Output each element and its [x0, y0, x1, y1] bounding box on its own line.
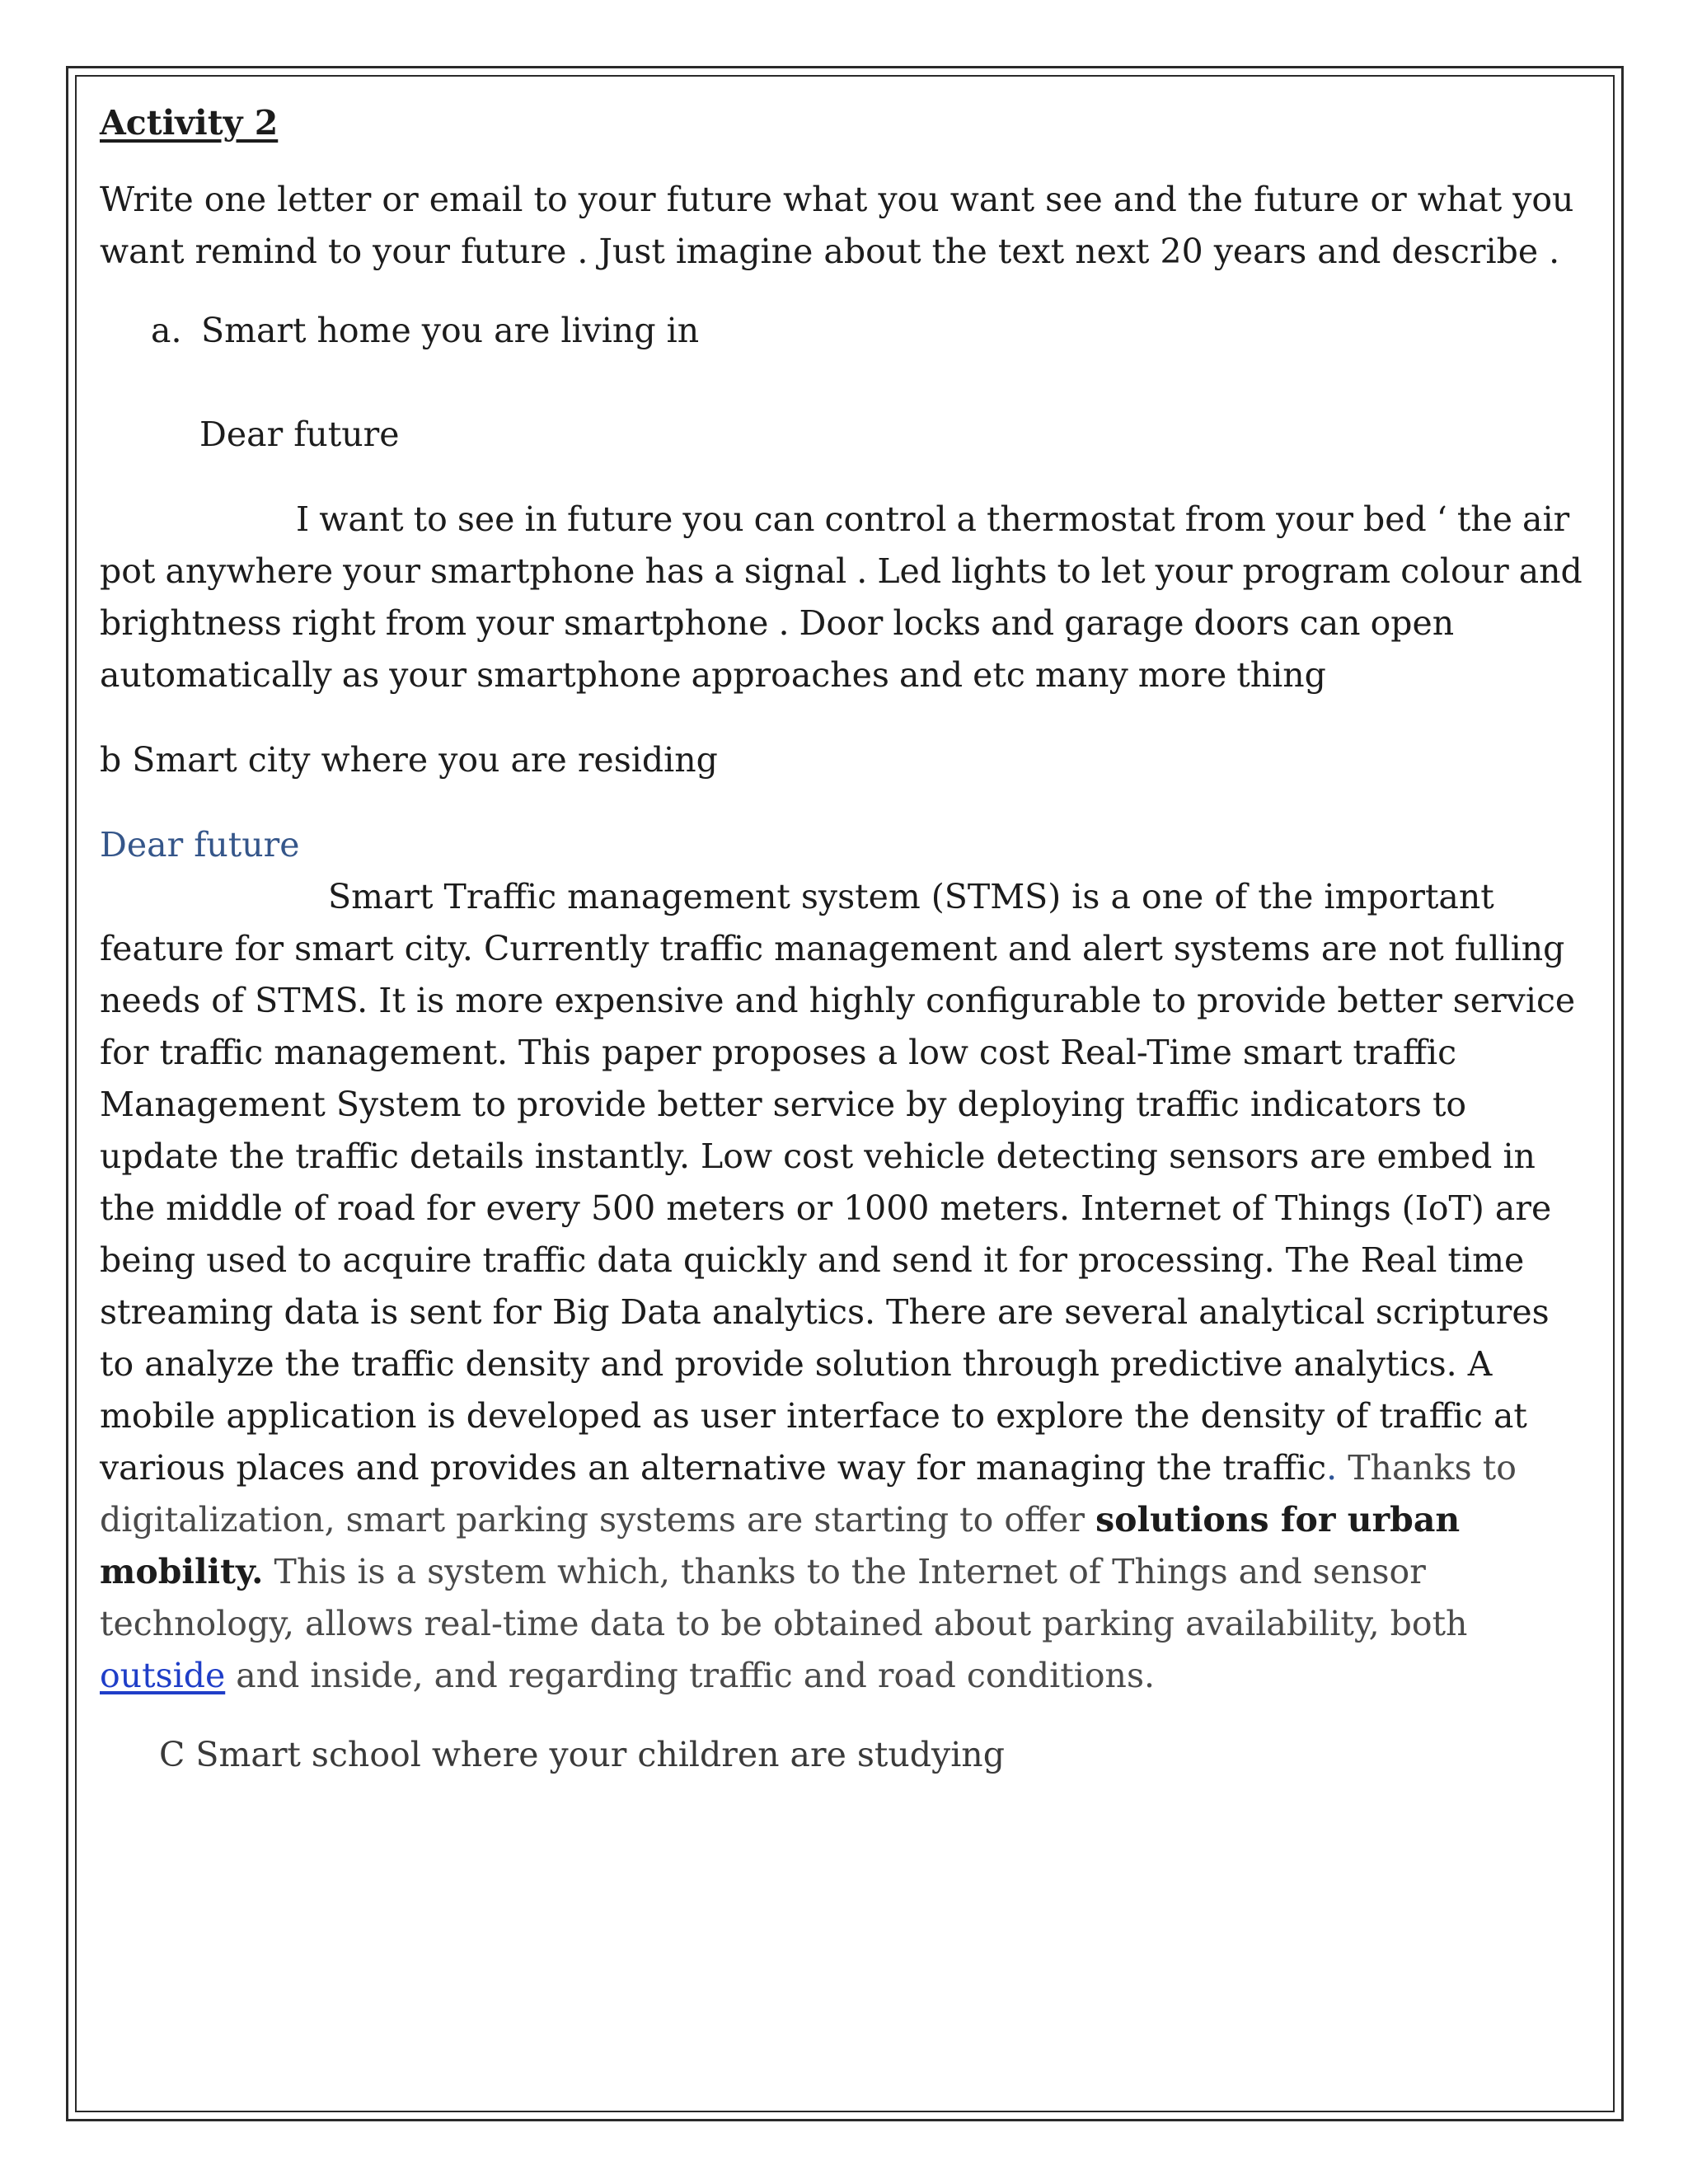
salutation-b: Dear future	[100, 825, 300, 865]
outside-link[interactable]: outside	[100, 1656, 226, 1695]
list-marker-a: a.	[151, 311, 182, 350]
letter-body-b-grey-1: Thanks to digitalization, smart parking systems are starting to offer	[100, 1448, 1517, 1540]
list-item-a	[100, 305, 1583, 357]
letter-body-b-bold: solutions for urban mobility.	[100, 1500, 1461, 1591]
letter-body-b-grey-3: and inside, and regarding traffic and road conditions.	[225, 1656, 1156, 1695]
document-body	[100, 97, 1583, 1781]
list-item-a-label: Smart home you are living in	[201, 311, 700, 350]
letter-body-b-grey-2: This is a system which, thanks to the Internet of Things and sensor technology, allows real-time data to be obtained about parking availability, both	[100, 1552, 1468, 1643]
intro-paragraph: Write one letter or email to your future what you want see and the future or what you want remind to your future . Just imagine about the text next 20 years and describe .	[100, 180, 1574, 271]
list-item-b-label: b Smart city where you are residing	[100, 740, 718, 780]
salutation-a: Dear future	[199, 415, 400, 454]
list-item-c-label: C Smart school where your children are studying	[159, 1735, 1005, 1774]
activity-heading: Activity 2	[100, 103, 279, 143]
letter-body-a: I want to see in future you can control a thermostat from your bed ‘ the air pot anywhere your smartphone has a signal . Led lights to let your program colour and brightness right from your smartphone . Door locks and garage doors can open automatically as your smartphone approaches and etc many more thing	[100, 499, 1582, 695]
letter-body-b	[100, 871, 1583, 1702]
letter-body-b-main: Smart Traffic management system (STMS) is a one of the important feature for smart city. Currently traffic management and alert systems are not fulling needs of STMS. It is more expensive and highly configurable to provide better service for traffic management. This paper proposes a low cost Real-Time smart traffic Management System to provide better service by deploying traffic indicators to update the traffic details instantly. Low cost vehicle detecting sensors are embed in the middle of road for every 500 meters or 1000 meters. Internet of Things (IoT) are being used to acquire traffic data quickly and send it for processing. The Real time streaming data is sent for Big Data analytics. There are several analytical scriptures to analyze the traffic density and provide solution through predictive analytics. A mobile application is developed as user interface to explore the density of traffic at various places and provides an alternative way for managing the traffic	[100, 877, 1576, 1488]
letter-body-b-dot: .	[1326, 1448, 1338, 1488]
